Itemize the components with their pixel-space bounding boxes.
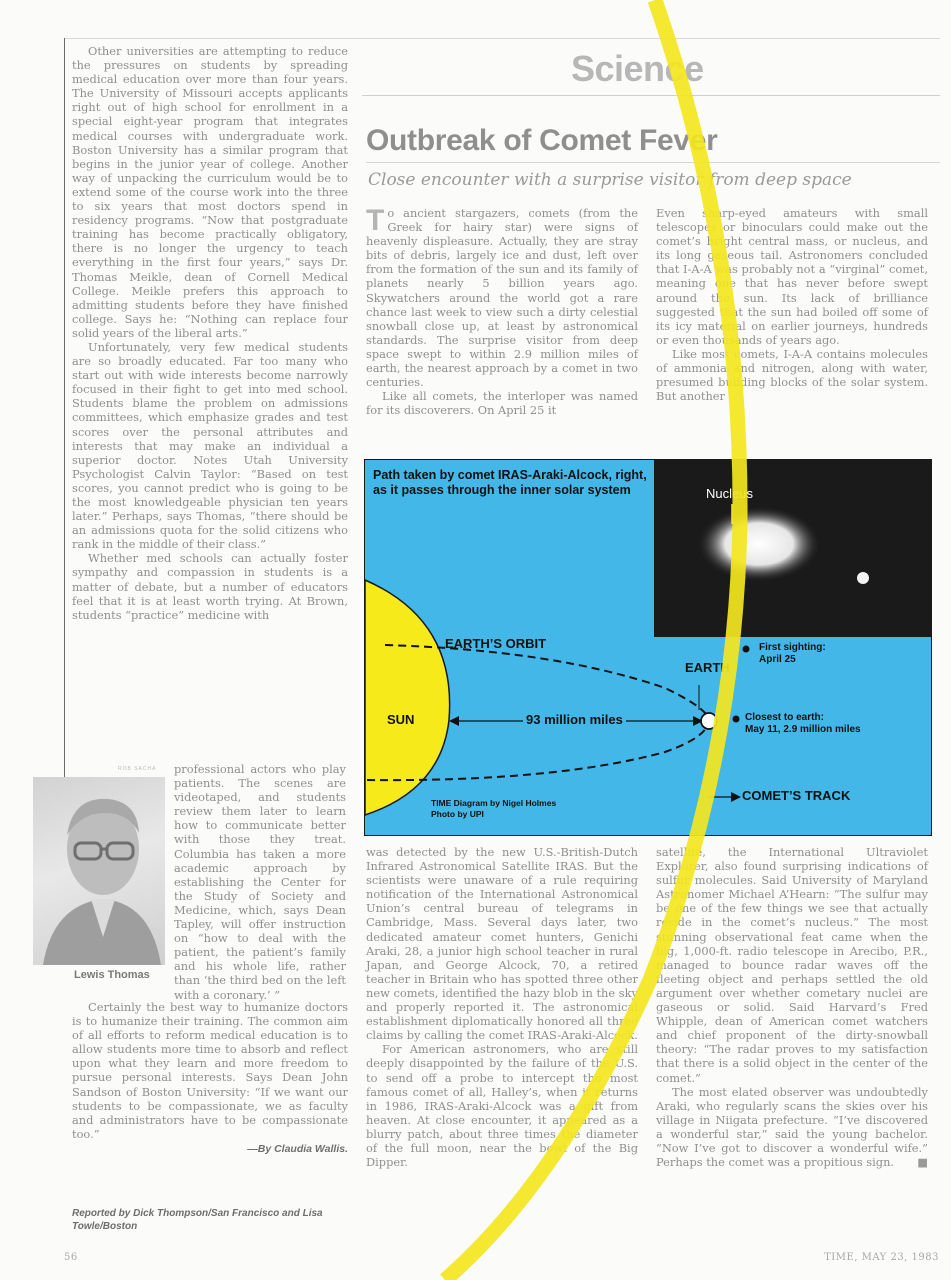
end-mark: ■ — [917, 1155, 928, 1170]
closest-label: Closest to earth: May 11, 2.9 million miles — [745, 712, 861, 735]
photo-caption: Lewis Thomas — [74, 969, 150, 981]
photo-credit: ROB SACHA — [118, 766, 157, 772]
middle-column-top — [366, 206, 638, 417]
body-paragraph: was detected by the new U.S.-British-Dutch Infrared Astronomical Satellite IRAS. But the scientists were unaware of a rule requiring notification of the International Astronomical Union’s central bureau of telegrams in Cambridge, Mass. Several days later, two dedicated amateur comet hunters, Genichi Araki, 28, a junior high school teacher in rural Japan, and George Alcock, 70, a retired teacher in Britain who has spotted three other new comets, identified the hazy blob in the sky and properly reported it. The astronomical establishment diplomatically honored all three claims by calling the comet IRAS-Araki-Alcock. — [366, 845, 638, 1043]
earth-orbit-label: EARTH’S ORBIT — [445, 636, 547, 651]
comet-nucleus-glow — [697, 506, 821, 582]
byline: —By Claudia Wallis. — [247, 1142, 348, 1155]
comets-track-label: COMET’S TRACK — [742, 788, 851, 803]
left-column-bottom — [72, 1000, 348, 1156]
left-paragraph: Other universities are attempting to reduce the pressures on students by spreading medical education over more than four years. The University of Missouri accepts applicants right out of high school for enrollment in a special eight-year program that integrates medical courses with undergraduate work. Boston University has a similar program that begins in the junior year of college. Another way of unpacking the curriculum would be to extend some of the course work into the three to six years that most doctors spend in residency programs. “Now that postgraduate training has become practically obligatory, there is no longer the urgency to teach everything in the first four years,” says Dr. Thomas Meikle, dean of Cornell Medical College. Meikle prefers this approach to admitting students before they have finished college. Says he: “Nothing can replace four solid years of the liberal arts.” — [72, 44, 348, 340]
closest-marker — [733, 716, 740, 723]
left-column-top — [72, 44, 348, 622]
magazine-date: TIME, MAY 23, 1983 — [824, 1252, 939, 1263]
left-inset-paragraph: professional actors who play patients. The scenes are videotaped, and students review them later to learn how to communicate better with those they treat. Columbia has taken a more academic approach by establishing the Center for the Study of Society and Medicine, which, says Dean Tapley, will offer instruction on “how to deal with the patient, the patient’s family and his whole life, rather than ‘the third bed on the left with a coronary.’ ” — [174, 762, 346, 1002]
comet-photo — [654, 460, 931, 637]
left-frame-rule — [64, 38, 65, 778]
left-paragraph: Whether med schools can actually foster sympathy and compassion in students is a matter of debate, but a number of educators feel that it is at least worth trying. At Brown, students “practice” medicine with — [72, 551, 348, 622]
nucleus-label: Nucleus — [706, 486, 753, 501]
earth-marker — [701, 713, 717, 729]
comet-path-diagram — [364, 459, 932, 836]
first-sighting-marker — [743, 646, 750, 653]
diagram-title: Path taken by comet IRAS-Araki-Alcock, right, as it passes through the inner solar system — [373, 468, 647, 497]
earth-label: EARTH — [685, 660, 730, 675]
left-paragraph: Certainly the best way to humanize doctors is to humanize their training. The common aim of all efforts to reform medical education is to allow students more time to absorb and reflect upon what they learn and more freedom to pursue personal interests. Says Dean John Sandson of Boston University: “If we want our students to be compassionate, we as faculty and administrators have to be compassionate too.” — [72, 1000, 348, 1141]
lewis-thomas-photo — [33, 777, 165, 965]
drop-cap: T — [366, 204, 385, 237]
right-column-top — [656, 206, 928, 403]
article-headline: Outbreak of Comet Fever — [366, 124, 718, 157]
right-column-bottom — [656, 845, 928, 1169]
star-dot — [857, 572, 869, 584]
lead-paragraph: To ancient stargazers, comets (from the Greek for hairy star) were signs of heavenly displeasure. Actually, they are stray bits of debris, largely ice and dust, left over from the formation of the sun and its family of planets nearly 5 billion years ago. Skywatchers around the world got a rare chance last week to view such a dirty celestial snowball close up, at least by astronomical standards. The surprise visitor from deep space swept to within 2.9 million miles of earth, the nearest approach by a comet in two centuries. — [366, 204, 638, 390]
body-paragraph: Like all comets, the interloper was named for its discoverers. On April 25 it — [366, 389, 638, 418]
left-inset-text — [174, 762, 346, 1002]
body-paragraph: Like most comets, I-A-A contains molecules of ammonia and nitrogen, along with water, presumed building blocks of the solar system. But another — [656, 346, 928, 404]
page-number: 56 — [64, 1252, 78, 1263]
middle-column-bottom — [366, 845, 638, 1169]
first-sighting-label: First sighting: April 25 — [759, 642, 826, 665]
sun-label: SUN — [387, 712, 415, 727]
body-paragraph: satellite, the International Ultraviolet Explorer, also found surprising indications of sulfur molecules. Said University of Maryland Astronomer Michael A’Hearn: “The sulfur may be one of the few things we see that actually reside in the comet’s nucleus.” The most stunning observational feat came when the big, 1,000-ft. radio telescope in Arecibo, P.R., managed to bounce radar waves off the fleeting object and perhaps settled the old argument over whether cometary nuclei are gaseous or solid. Said Harvard’s Fred Whipple, dean of American comet watchers and chief proponent of the dirty-snowball theory: “The radar proves to my satisfaction that there is a solid object in the center of the comet.” — [656, 845, 928, 1085]
left-paragraph: Unfortunately, very few medical students are so broadly educated. Far too many who start out with wide interests become narrowly focused in their fight to get into med school. Students blame the problem on admissions committees, which emphasize grades and test scores over the personal attributes and interests that may make an individual a superior doctor. Notes Utah University Psychologist Calvin Taylor: “Based on test scores, you cannot predict who is going to be the most knowledgeable physician ten years later.” Perhaps, says Thomas, “there should be an admissions quota for the solid citizens who rank in the middle of their class.” — [72, 339, 348, 552]
body-paragraph: For American astronomers, who are still deeply disappointed by the failure of the U.S. to send off a probe to intercept the most famous comet of all, Halley’s, when it returns in 1986, IRAS-Araki-Alcock was a gift from heaven. At close encounter, it appeared as a blurry patch, about three times the diameter of the full moon, near the bowl of the Big Dipper. — [366, 1042, 638, 1170]
body-paragraph: Even sharp-eyed amateurs with small telescopes or binoculars could make out the comet’s bright central mass, or nucleus, and its long gaseous tail. Astronomers concluded that I-A-A was probably not a “virginal” comet, meaning one that has never before swept around the sun. Its lack of brilliance suggested that the sun had boiled off some of its icy material on earlier journeys, hundreds or even thousands of years ago. — [656, 206, 928, 347]
diagram-credits: TIME Diagram by Nigel Holmes Photo by UPI — [431, 798, 557, 819]
headline-rule — [366, 162, 940, 163]
section-rule — [362, 95, 940, 96]
reported-by: Reported by Dick Thompson/San Francisco and Lisa Towle/Boston — [72, 1208, 323, 1232]
distance-label: 93 million miles — [523, 712, 626, 727]
article-deck: Close encounter with a surprise visitor from deep space — [368, 170, 852, 190]
section-title: Science — [571, 48, 704, 89]
body-paragraph: The most elated observer was undoubtedly Araki, who regularly scans the skies over his village in Niigata prefecture. “I’ve discovered a wonderful star,” said the young bachelor. “Now I’ve got to discover a wonderful wife.” Perhaps the comet was a propitious sign. ■ — [656, 1084, 928, 1170]
